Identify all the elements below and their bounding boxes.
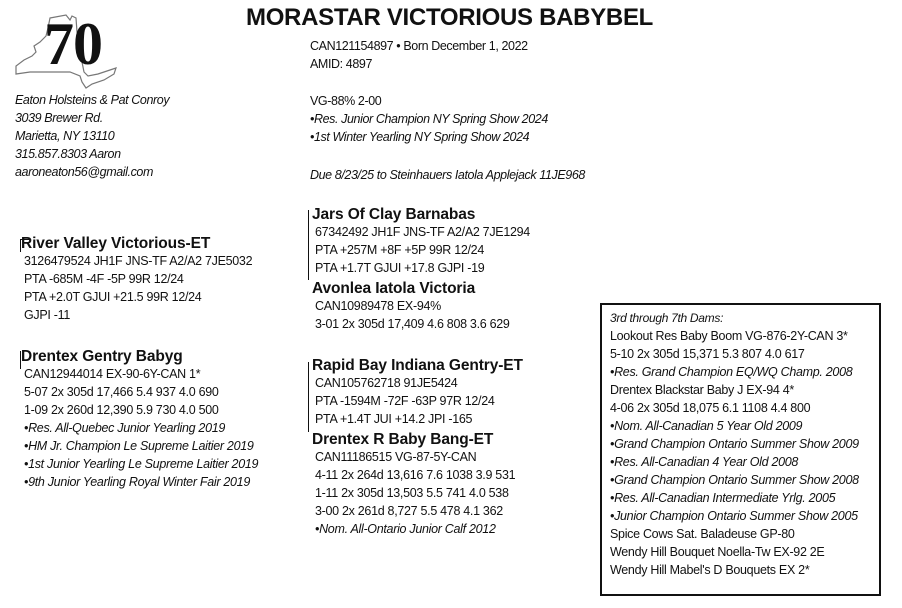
animal-name-title: MORASTAR VICTORIOUS BABYBEL: [246, 4, 654, 31]
extended-dam-line: 5-10 2x 305d 15,371 5.3 807 4.0 617: [610, 347, 805, 361]
extended-dam-line: Drentex Blackstar Baby J EX-94 4*: [610, 383, 794, 397]
honor-line: •Res. Junior Champion NY Spring Show 2024: [310, 112, 548, 126]
dam-data-line: CAN12944014 EX-90-6Y-CAN 1*: [24, 367, 201, 381]
dam-name: Drentex Gentry Babyg: [21, 348, 183, 365]
sire-data-line: GJPI -11: [24, 308, 70, 322]
animal-classification-block: [310, 92, 548, 146]
extended-dam-honor-line: •Res. All-Canadian 4 Year Old 2008: [610, 455, 799, 469]
extended-dams-box: [600, 303, 881, 596]
dam-dam-data-line: 1-11 2x 305d 13,503 5.5 741 4.0 538: [315, 486, 509, 500]
extended-dam-line: Spice Cows Sat. Baladeuse GP-80: [610, 527, 795, 541]
dam-sire-block: [312, 356, 523, 430]
extended-dams-list: [610, 311, 859, 581]
extended-dam-honor-line: •Res. Grand Champion EQ/WQ Champ. 2008: [610, 365, 853, 379]
consigner-phone: 315.857.8303 Aaron: [15, 147, 121, 161]
sire-dam-block: [312, 279, 510, 335]
sire-sire-name: Jars Of Clay Barnabas: [312, 206, 476, 223]
extended-dam-honor-line: •Nom. All-Canadian 5 Year Old 2009: [610, 419, 803, 433]
sire-data-line: PTA -685M -4F -5P 99R 12/24: [24, 272, 184, 286]
sire-sire-data-line: PTA +1.7T GJUI +17.8 GJPI -19: [315, 261, 485, 275]
dam-sire-name: Rapid Bay Indiana Gentry-ET: [312, 357, 523, 374]
animal-info: [310, 37, 528, 73]
sire-data-line: 3126479524 JH1F JNS-TF A2/A2 7JE5032: [24, 254, 253, 268]
dam-dam-honor-line: •Nom. All-Ontario Junior Calf 2012: [315, 522, 496, 536]
consigner-block: [15, 91, 169, 181]
dam-data-line: 1-09 2x 260d 12,390 5.9 730 4.0 500: [24, 403, 219, 417]
extended-dam-line: 4-06 2x 305d 18,075 6.1 1108 4.4 800: [610, 401, 811, 415]
extended-dam-honor-line: •Grand Champion Ontario Summer Show 2008: [610, 473, 859, 487]
honor-line: •1st Winter Yearling NY Spring Show 2024: [310, 130, 530, 144]
sire-sire-data-line: 67342492 JH1F JNS-TF A2/A2 7JE1294: [315, 225, 530, 239]
due-date-line: Due 8/23/25 to Steinhauers Iatola Applejack 11JE968: [310, 168, 585, 182]
extended-dam-line: Lookout Res Baby Boom VG-876-2Y-CAN 3*: [610, 329, 848, 343]
consigner-street: 3039 Brewer Rd.: [15, 111, 103, 125]
sire-name: River Valley Victorious-ET: [21, 235, 211, 252]
extended-dams-lines: [610, 329, 859, 581]
amid-line: AMID: 4897: [310, 57, 373, 71]
dam-data-line: 5-07 2x 305d 17,466 5.4 937 4.0 690: [24, 385, 219, 399]
dam-sire-data-line: PTA -1594M -72F -63P 97R 12/24: [315, 394, 495, 408]
extended-dam-honor-line: •Junior Champion Ontario Summer Show 2005: [610, 509, 858, 523]
dam-block: [21, 347, 258, 493]
extended-dam-honor-line: •Res. All-Canadian Intermediate Yrlg. 2005: [610, 491, 836, 505]
dam-dam-data-line: CAN11186515 VG-87-5Y-CAN: [315, 450, 477, 464]
consigner-name: Eaton Holsteins & Pat Conroy: [15, 93, 170, 107]
sire-sire-data-line: PTA +257M +8F +5P 99R 12/24: [315, 243, 484, 257]
dam-dam-block: [312, 430, 515, 540]
dam-sire-data-line: CAN105762718 91JE5424: [315, 376, 458, 390]
sire-dam-data-line: CAN10989478 EX-94%: [315, 299, 441, 313]
dam-honor-line: •HM Jr. Champion Le Supreme Laitier 2019: [24, 439, 254, 453]
sire-dam-name: Avonlea Iatola Victoria: [312, 280, 476, 297]
extended-dam-line: Wendy Hill Bouquet Noella-Tw EX-92 2E: [610, 545, 825, 559]
dam-sire-bracket: [308, 362, 309, 432]
dam-dam-data-line: 4-11 2x 264d 13,616 7.6 1038 3.9 531: [315, 468, 516, 482]
registration-line: CAN121154897 • Born December 1, 2022: [310, 39, 528, 53]
sire-block: [21, 234, 252, 326]
dam-honor-line: •Res. All-Quebec Junior Yearling 2019: [24, 421, 226, 435]
sire-dam-data-line: 3-01 2x 305d 17,409 4.6 808 3.6 629: [315, 317, 510, 331]
dam-sire-data-line: PTA +1.4T JUI +14.2 JPI -165: [315, 412, 473, 426]
sire-sire-bracket: [308, 210, 309, 280]
dam-honor-line: •1st Junior Yearling Le Supreme Laitier 2019: [24, 457, 259, 471]
dam-honor-line: •9th Junior Yearling Royal Winter Fair 2019: [24, 475, 250, 489]
dam-dam-data-line: 3-00 2x 261d 8,727 5.5 478 4.1 362: [315, 504, 503, 518]
extended-dams-heading: 3rd through 7th Dams:: [610, 311, 724, 325]
extended-dam-line: Wendy Hill Mabel's D Bouquets EX 2*: [610, 563, 810, 577]
consigner-city: Marietta, NY 13110: [15, 129, 115, 143]
consigner-email: aaroneaton56@gmail.com: [15, 165, 154, 179]
extended-dam-honor-line: •Grand Champion Ontario Summer Show 2009: [610, 437, 859, 451]
classification: VG-88% 2-00: [310, 94, 382, 108]
lot-number: 70: [44, 11, 102, 77]
sire-data-line: PTA +2.0T GJUI +21.5 99R 12/24: [24, 290, 202, 304]
dam-dam-name: Drentex R Baby Bang-ET: [312, 431, 494, 448]
sire-sire-block: [312, 205, 530, 279]
